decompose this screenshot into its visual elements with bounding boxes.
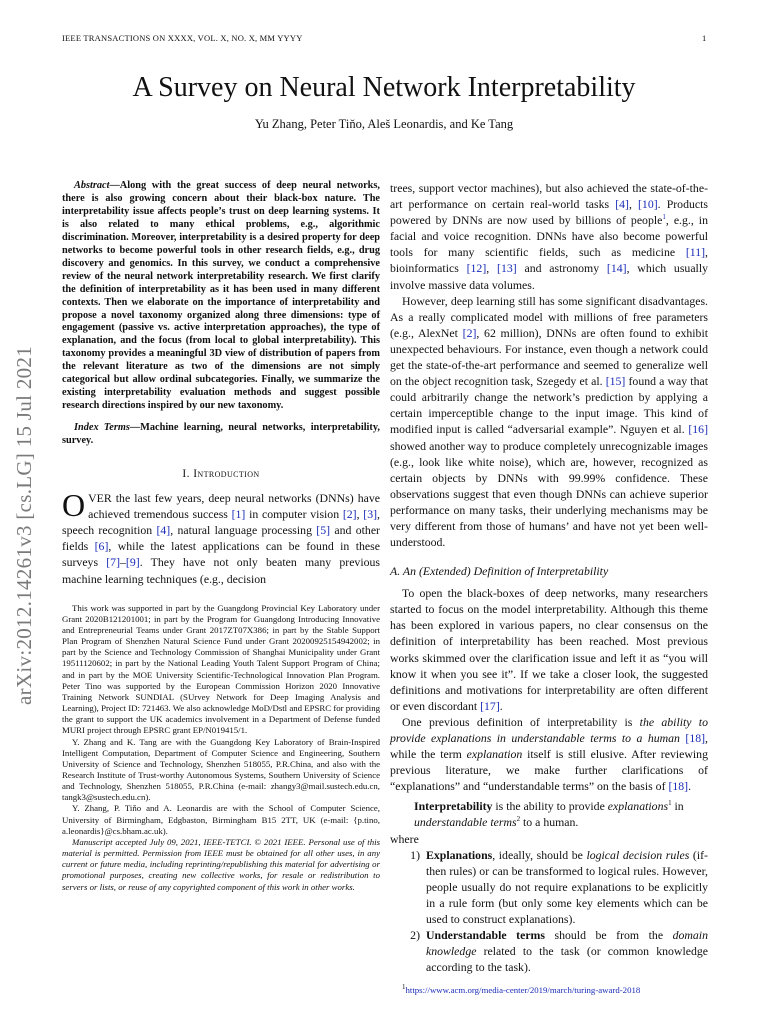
- citation-link[interactable]: [2]: [342, 507, 357, 522]
- text-run: itself is still elusive. After reviewing previous literature, we make further clarifications of “explanations” and “understandable terms” on the basis of: [390, 747, 708, 794]
- citation-link[interactable]: [13]: [497, 261, 517, 276]
- author-list: Yu Zhang, Peter Tiňo, Aleš Leonardis, and Ke Tang: [254, 117, 514, 131]
- text-run: , bioinformatics: [390, 245, 708, 276]
- text-run: . Products powered by DNNs are now used by billions of people: [390, 197, 708, 228]
- body-paragraph: [390, 293, 708, 551]
- section-title: Introduction: [193, 468, 260, 481]
- superscript: 2: [516, 815, 521, 824]
- text-run: –: [120, 555, 126, 570]
- body-paragraph: [390, 585, 708, 714]
- citation-link[interactable]: [15]: [605, 374, 626, 389]
- text-run: is the ability to provide: [492, 799, 608, 814]
- text-run: , speech recognition: [62, 507, 380, 538]
- body-paragraph: [390, 180, 708, 293]
- list-body: [426, 847, 708, 927]
- text-run: . They have not only beaten many previous machine learning techniques (e.g., decision: [62, 555, 380, 586]
- list-term: Understandable terms: [426, 928, 545, 943]
- citation-link[interactable]: [7]: [106, 555, 121, 570]
- definition-block: [414, 798, 708, 830]
- text-run: , while the term: [390, 731, 708, 762]
- citation-link[interactable]: [17]: [480, 698, 500, 713]
- citation-link[interactable]: [18]: [685, 731, 706, 745]
- list-term: Explanations: [426, 847, 493, 862]
- index-terms-label: Index Terms: [74, 422, 130, 434]
- citation-link[interactable]: [6]: [94, 539, 109, 554]
- text-run: ,: [628, 197, 638, 212]
- where-label: where: [390, 831, 419, 846]
- superscript: 1: [668, 799, 672, 808]
- drop-cap: O: [62, 487, 86, 524]
- footnote-number: 1: [402, 983, 406, 992]
- footnote-marker[interactable]: 1: [662, 213, 666, 222]
- emphasis-text: domain knowledge: [426, 928, 708, 959]
- section-heading-introduction: [62, 468, 380, 480]
- text-run: showed another way to produce completely unrecognizable images (e.g., look like white noise), which are, however, recognized as certain objects by DNNs with 99.99% confidence. These observations suggest that even though DNNs can achieve superior performance on many tasks, their underlying mechanisms may be very different from those of humans’ and have not yet been well-understood.: [390, 438, 708, 550]
- list-item: [390, 927, 708, 975]
- text-run: and astronomy: [516, 261, 607, 276]
- text-run: ,: [486, 261, 498, 276]
- subsection-heading: A. An (Extended) Definition of Interpretability: [390, 564, 609, 579]
- affiliation-footnote: Y. Zhang and K. Tang are with the Guangdong Key Laboratory of Brain-Inspired Intelligent Computation, Department of Computer Science and Engineering, Southern University of Science and Technology, Shenzhen 518055, P.R.China, and also with the Research Institute of Trust-worthy Autonomous Systems, Southern University of Science and Technology, Shenzhen 518055, P.R.China (e-mail: zhangy3@mail.sustech.edu.cn, tangk3@sustech.edu.cn).: [62, 736, 380, 803]
- funding-footnote: This work was supported in part by the Guangdong Provincial Key Laboratory under Grant 2020B121201001; in part by the Program for Guangdong Introducing Innovative and Entrepreneurial Teams under Grant 2017ZT07X386; in part by the Stable Support Plan Program of Shenzhen Natural Science Fund under Grant 20200925154942002; in part by the Science and Technology Commission of Shanghai Municipality under Grant 19511120602; in part by the National Leading Youth Talent Support Program of China; and in part by the MOE University Scientific-Technological Innovation Plan Program. Peter Tino was supported by the European Commission Horizon 2020 Innovative Training Network SUNDIAL (SUrvey Network for Deep Imaging Analysis and Learning), Project ID: 721463. We also acknowledge MoD/Dstl and EPSRC for providing the grant to support the UK academics involvement in a Department of Defense funded MURI project through EPSRC grant EP/N019415/1.: [62, 602, 380, 736]
- index-terms-text: Machine learning, neural networks, interpretability, survey.: [62, 422, 380, 447]
- footnote-link[interactable]: https://www.acm.org/media-center/2019/march/turing-award-2018: [405, 985, 641, 996]
- text-run: and other fields: [62, 523, 380, 554]
- emphasis-text: logical decision rules: [586, 847, 690, 862]
- citation-link[interactable]: [3]: [363, 507, 378, 522]
- emphasis-text: explanation: [466, 747, 523, 762]
- index-terms-dash: —: [129, 422, 141, 434]
- section-numeral: I.: [182, 468, 190, 481]
- text-run: .: [499, 698, 503, 713]
- body-paragraph: [390, 714, 708, 794]
- text-run: trees, support vector machines), but also achieved the state-of-the-art performance on certain real-world tasks: [390, 181, 708, 212]
- page-number: 1: [702, 33, 707, 43]
- text-run: VER the last few years, deep neural networks (DNNs) have achieved tremendous success: [88, 491, 380, 522]
- abstract: [62, 180, 380, 413]
- abstract-text: Along with the great success of deep neural networks, there is also growing concern about their black-box nature. The interpretability issue affects people’s trust on deep learning systems. It is also related to many ethical problems, e.g., algorithmic discrimination. Moreover, interpretability is a desired property for deep networks to become powerful tools in other research fields, e.g., drug discovery and genomics. In this survey, we conduct a comprehensive review of the neural network interpretability research. We first clarify the definition of interpretability as it has been used in many different contexts. Then we elaborate on the importance of interpretability and propose a novel taxonomy organized along three dimensions: type of engagement (passive vs. active interpretation approaches), the type of explanation, and the focus (from local to global interpretability). This taxonomy provides a meaningful 3D view of distribution of papers from the relevant literature as two of the dimensions are not simply categorical but allow ordinal subcategories. Finally, we summarize the existing interpretability evaluation methods and suggest possible research directions inspired by our new taxonomy.: [62, 180, 380, 412]
- citation-link[interactable]: [4]: [156, 523, 171, 538]
- abstract-dash: —: [109, 180, 120, 191]
- definition-term: Interpretability: [414, 799, 493, 814]
- text-run: One previous definition of interpretability is: [402, 714, 640, 729]
- list-body: [426, 927, 708, 975]
- paper-title: A Survey on Neural Network Interpretability: [132, 72, 636, 103]
- footnote-url: [390, 985, 708, 995]
- text-run: should be from the: [544, 928, 673, 943]
- text-run: found a way that could arbitrarily change the network’s prediction by applying a certain imperceptible change to the input image. This kind of modified input is called “adversarial example”. Nguyen et al.: [390, 374, 708, 437]
- emphasis-text: the ability to provide explanations in understandable terms to a human: [390, 714, 708, 745]
- list-number: 2): [410, 928, 420, 943]
- left-column: [62, 180, 380, 893]
- citation-link[interactable]: [14]: [606, 261, 627, 276]
- citation-link[interactable]: [5]: [316, 523, 331, 538]
- index-terms: [62, 422, 380, 448]
- text-run: in computer vision: [245, 507, 343, 522]
- manuscript-notice: Manuscript accepted July 09, 2021, IEEE-TETCI. © 2021 IEEE. Personal use of this material is permitted. Permission from IEEE must be obtained for all other uses, in any current or future media, including reprinting/republishing this material for advertising or promotional purposes, creating new collective works, for resale or redistribution to servers or lists, or reuse of any copyrighted component of this work in other works.: [62, 836, 380, 892]
- list-number: 1): [410, 847, 420, 862]
- text-run: , natural language processing: [170, 523, 317, 538]
- citation-link[interactable]: [16]: [688, 422, 708, 437]
- text-run: ,: [356, 507, 364, 522]
- text-run: related to the task (or common knowledge according to the task).: [426, 944, 708, 975]
- arxiv-stamp: arXiv:2012.14261v3 [cs.LG] 15 Jul 2021: [12, 345, 36, 705]
- intro-paragraph: [62, 487, 380, 587]
- text-run: .: [688, 779, 692, 794]
- text-run: , ideally, should be: [492, 847, 587, 862]
- right-column: [390, 180, 708, 995]
- text-run: , e.g., in facial and voice recognition. DNNs have also become powerful tools for many scientific fields, such as medicine: [390, 213, 708, 260]
- abstract-label: Abstract: [74, 180, 110, 191]
- citation-link[interactable]: [4]: [615, 197, 629, 212]
- emphasis-text: explanations: [607, 799, 669, 814]
- citation-link[interactable]: [12]: [466, 261, 487, 276]
- affiliation-footnote: Y. Zhang, P. Tiňo and A. Leonardis are with the School of Computer Science, University of Birmingham, Edgbaston, Birmingham B15 2TT, UK (e-mail: {p.tino, a.leonardis}@cs.bham.ac.uk).: [62, 803, 380, 836]
- list-item: [390, 847, 708, 927]
- citation-link[interactable]: [9]: [125, 555, 140, 570]
- citation-link[interactable]: [18]: [668, 779, 689, 794]
- citation-link[interactable]: [1]: [231, 507, 246, 522]
- text-run: (if-then rules) or can be transformed to logical rules. However, people usually do not require explanations to be explicitly in a rule form (but only some key elements which can be used to construct explanations).: [426, 847, 708, 927]
- text-run: , 62 million), DNNs are often found to exhibit unexpected behaviours. For instance, even though a network could get the state-of-the-art performance and seemed to generalize well on the object recognition task, Szegedy et al.: [390, 325, 708, 389]
- text-run: However, deep learning still has some significant disadvantages. As a really complicated model with millions of free parameters (e.g., AlexNet: [390, 293, 708, 340]
- citation-link[interactable]: [11]: [685, 245, 706, 260]
- citation-link[interactable]: [2]: [462, 325, 477, 340]
- text-run: in: [671, 799, 684, 814]
- citation-link[interactable]: [10]: [638, 197, 658, 212]
- text-run: , while the latest applications can be found in these surveys: [62, 539, 380, 570]
- running-header: IEEE TRANSACTIONS ON XXXX, VOL. X, NO. X, MM YYYY: [62, 33, 303, 43]
- emphasis-text: understandable terms: [414, 815, 517, 830]
- text-run: , which usually involve massive data volumes.: [390, 261, 709, 292]
- text-run: to a human.: [520, 815, 579, 830]
- text-run: To open the black-boxes of deep networks, many researchers started to focus on the model interpretability. Although this theme has been explored in various papers, no clear consensus on the definition of interpretability has been reached. Most previous works skimmed over the clarification issue and left it as “you will know it when you see it”. If we take a closer look, the suggested definitions and motivations for interpretability are often different or even discordant: [390, 586, 708, 713]
